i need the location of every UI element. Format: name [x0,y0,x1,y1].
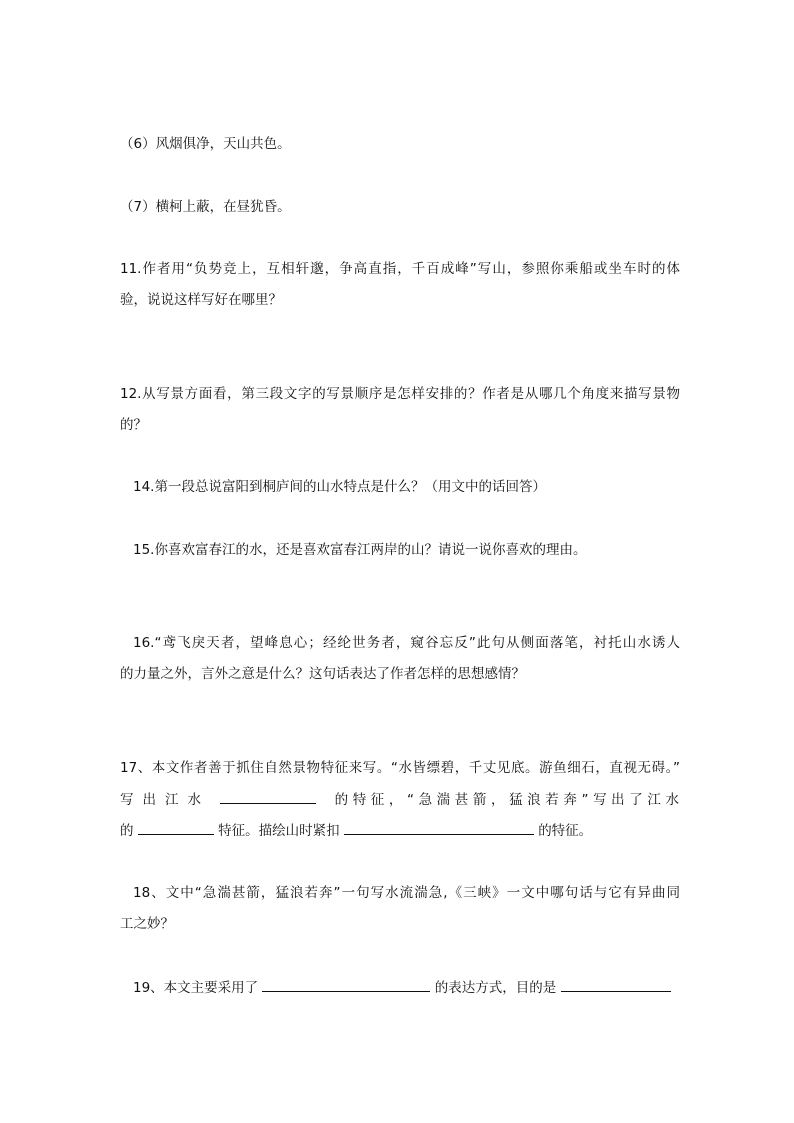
question-14: 14.第一段总说富阳到桐庐间的山水特点是什么？（用文中的话回答） [133,479,546,495]
question-19 [133,977,680,998]
question-16-line-1: 16.“鸢飞戾天者，望峰息心；经纶世务者，窥谷忘反”此句从侧面落笔，衬托山水诱人 [133,635,680,651]
answer-blank-river-feature[interactable] [138,820,214,835]
question-17-text-e: 的特征。 [538,823,593,839]
question-17-line-2 [120,789,684,810]
answer-blank-expression-method[interactable] [262,977,430,992]
answer-blank-water-feature[interactable] [220,789,316,804]
question-15: 15.你喜欢富春江的水，还是喜欢富春江两岸的山？请说一说你喜欢的理由。 [133,542,587,558]
question-6: （6）风烟俱净，天山共色。 [120,136,291,152]
question-17-text-d: 特征。描绘山时紧扣 [218,823,340,839]
question-17-line-1: 17、本文作者善于抓住自然景物特征来写。“水皆缥碧，千丈见底。游鱼细石，直视无碍。” [120,760,680,776]
question-18-line-2: 工之妙？ [120,916,174,932]
question-17-text-c: 的 [120,823,134,839]
question-19-text-b: 的表达方式，目的是 [434,980,557,996]
question-11-line-2: 验，说说这样写好在哪里？ [120,292,282,308]
question-7: （7）横柯上蔽，在昼犹昏。 [120,199,291,215]
question-11-line-1: 11.作者用“负势竞上，互相轩邈，争高直指，千百成峰”写山，参照你乘船或坐车时的体 [120,261,680,277]
question-12-line-2: 的？ [120,417,147,433]
question-16-line-2: 的力量之外，言外之意是什么？这句话表达了作者怎样的思想感情？ [120,666,525,682]
question-17-line-3 [120,820,680,841]
answer-blank-purpose[interactable] [561,977,671,992]
answer-blank-mountain-feature[interactable] [344,820,534,835]
question-18-line-1: 18、文中“急湍甚箭，猛浪若奔”一句写水流湍急,《三峡》一文中哪句话与它有异曲同 [133,885,680,901]
question-12-line-1: 12.从写景方面看，第三段文字的写景顺序是怎样安排的？作者是从哪几个角度来描写景物 [120,386,680,402]
question-17-text-b: 的特征，“急湍甚箭，猛浪若奔”写出了江水 [334,792,684,808]
question-19-text-a: 19、本文主要采用了 [133,980,259,996]
question-17-text-a: 写出江水 [120,792,210,808]
